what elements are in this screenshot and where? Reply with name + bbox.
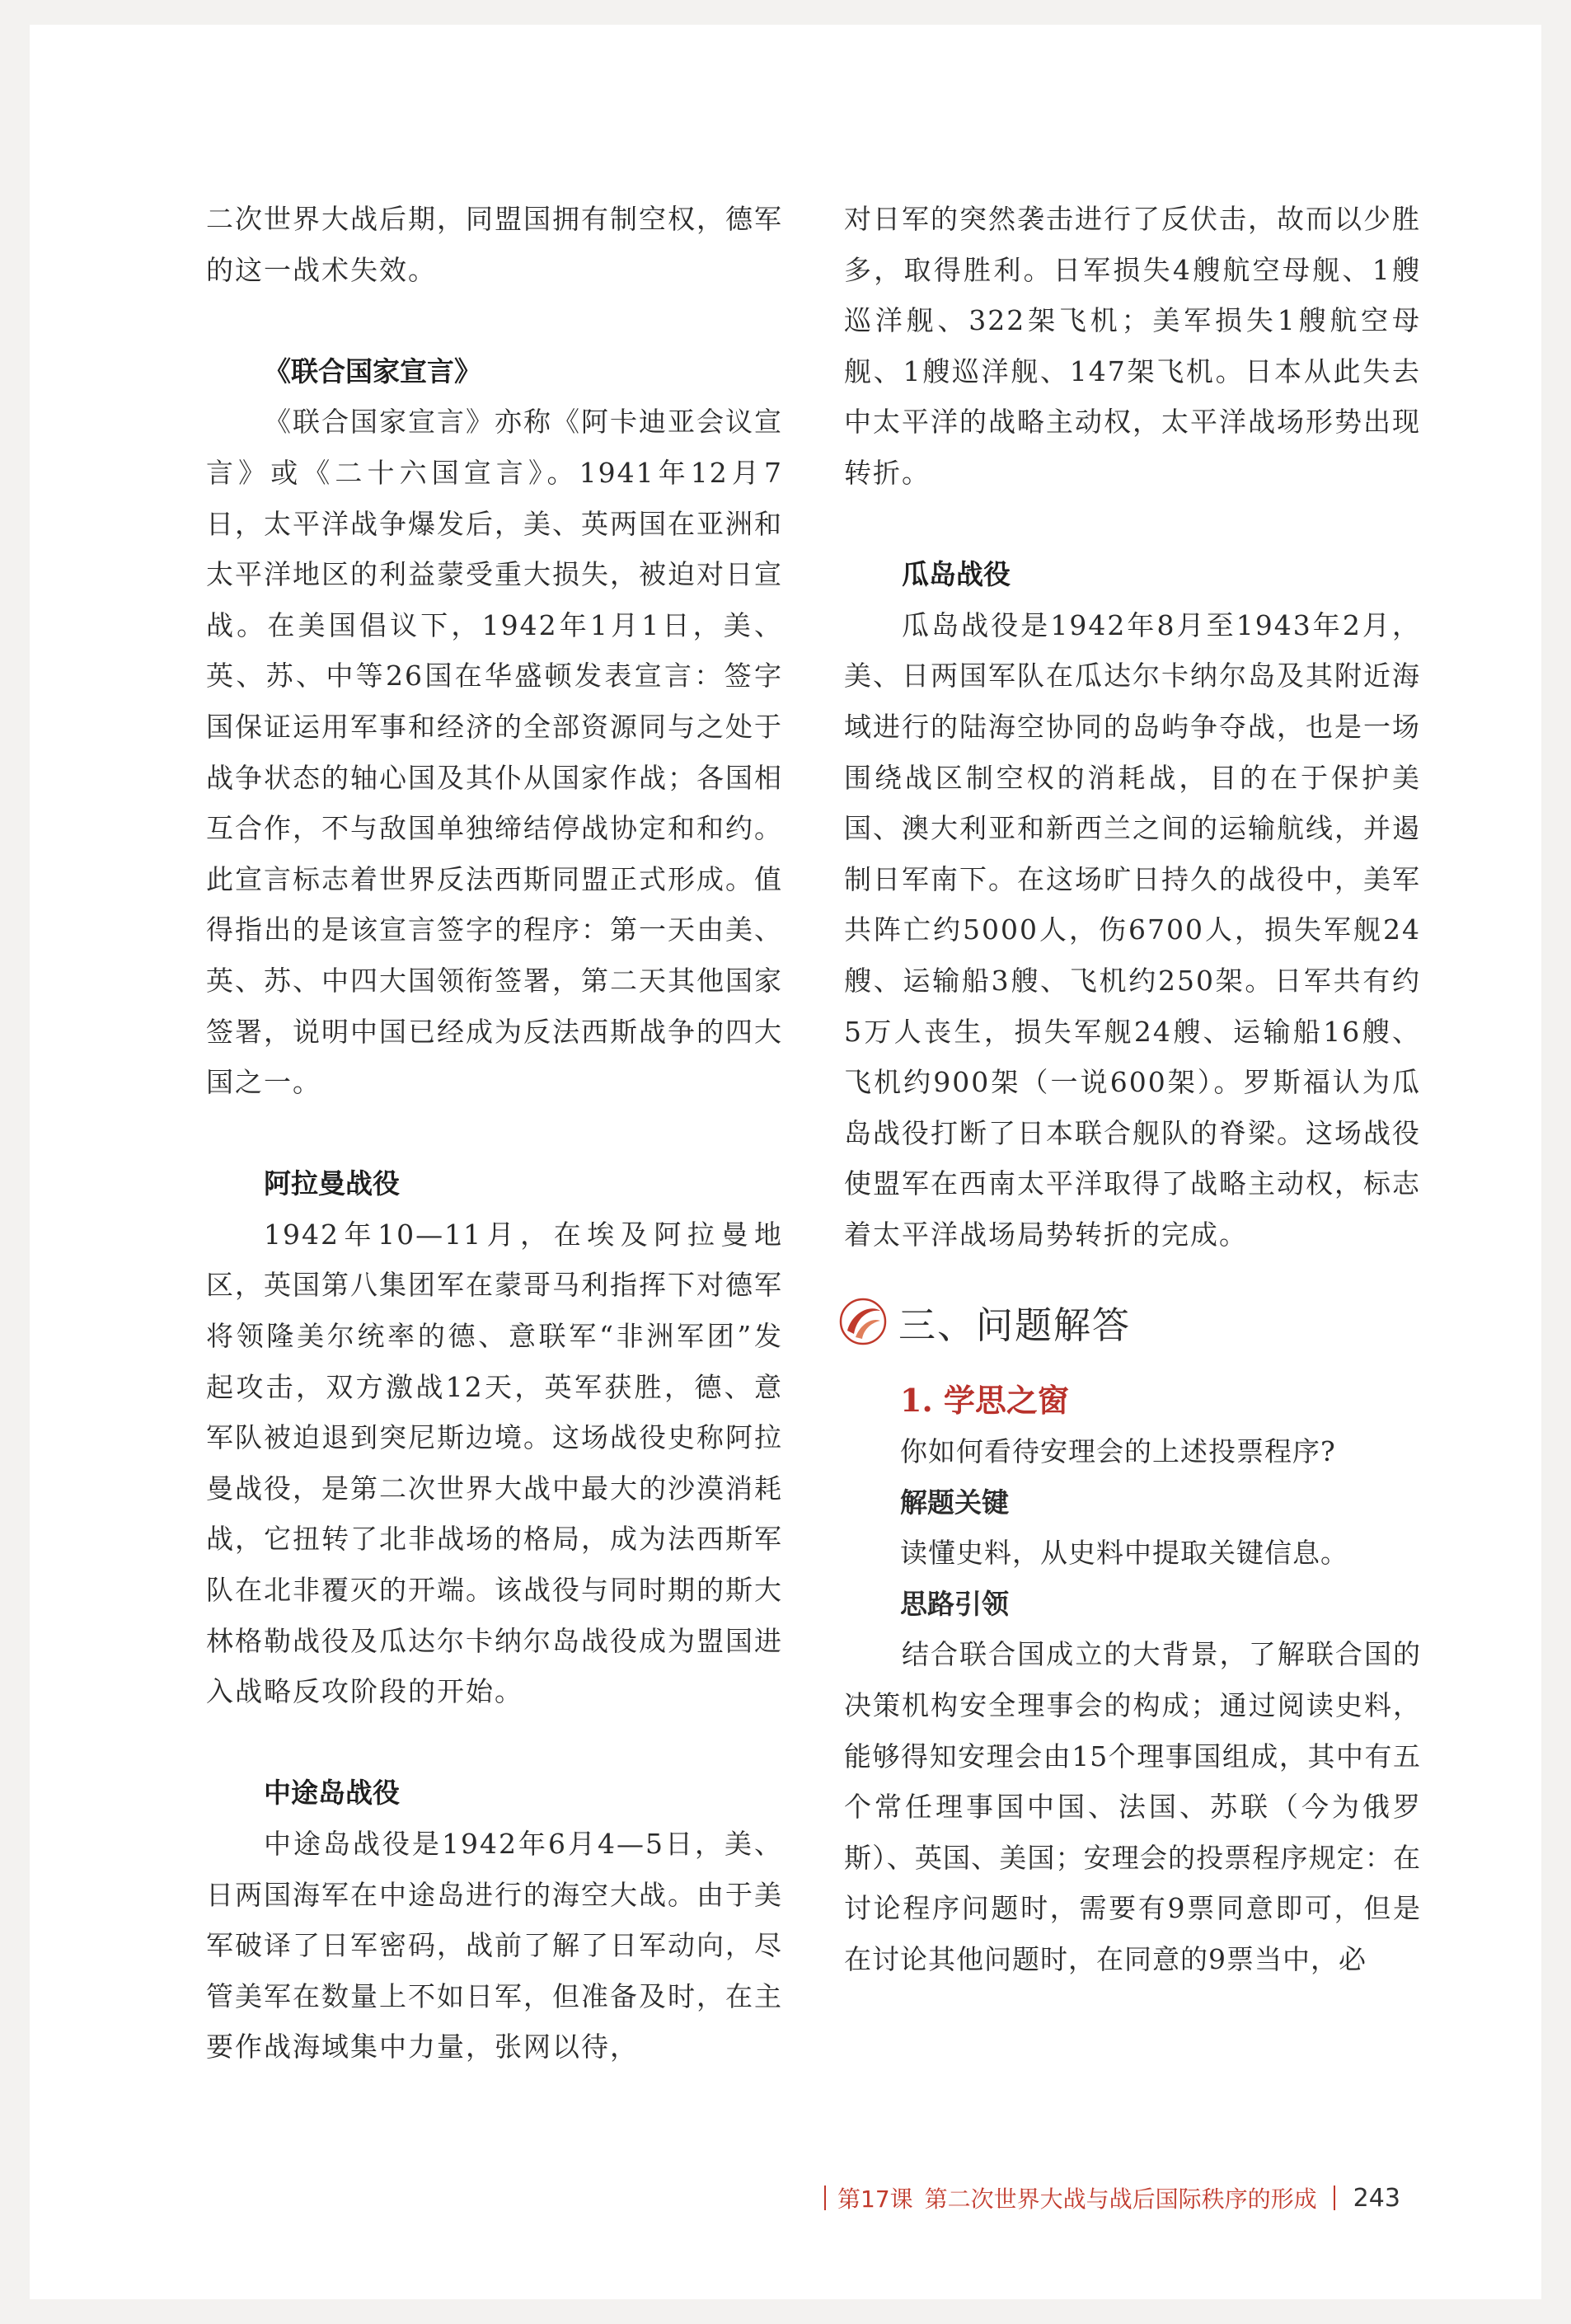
paragraph-midway: 中途岛战役是1942年6月4—5日，美、日两国海军在中途岛进行的海空大战。由于美军破译了日军密码，战前了解了日军动向，尽管美军在数量上不如日军，但准备及时，在主要作战海域集中力量，张网以待， (206, 1828, 783, 2063)
heading-alamein: 阿拉曼战役 (264, 1167, 400, 1200)
page (30, 25, 1541, 2299)
footer-chapter-title: 第二次世界大战与战后国际秩序的形成 (924, 2185, 1317, 2213)
heading-guadalcanal: 瓜岛战役 (902, 558, 1011, 591)
subsection-title: 1. 学思之窗 (900, 1382, 1069, 1420)
label-key: 解题关键 (900, 1486, 1009, 1519)
footer-divider-right (1334, 2185, 1335, 2210)
right-column (844, 194, 1421, 1985)
heading-declaration: 《联合国家宣言》 (264, 354, 481, 387)
section-heading (839, 1284, 1421, 1359)
paragraph-midway-continued: 对日军的突然袭击进行了反伏击，故而以少胜多，取得胜利。日军损失4艘航空母舰、1艘巡洋舰、322架飞机；美军损失1艘航空母舰、1艘巡洋舰、147架飞机。日本从此失去中太平洋的战略主动权，太平洋战场形势出现转折。 (844, 203, 1421, 489)
left-column (206, 194, 783, 2073)
footer-divider-left (824, 2185, 826, 2210)
guide-text: 结合联合国成立的大背景，了解联合国的决策机构安全理事会的构成；通过阅读史料，能够得知安理会由15个理事国组成，其中有五个常任理事国中国、法国、苏联（今为俄罗斯）、英国、美国；安理会的投票程序规定：在讨论程序问题时，需要有9票同意即可，但是在讨论其他问题时，在同意的9票当中，必 (844, 1638, 1421, 1975)
section-title: 三、问题解答 (898, 1303, 1132, 1347)
paragraph-declaration: 《联合国家宣言》亦称《阿卡迪亚会议宣言》或《二十六国宣言》。1941年12月7日，太平洋战争爆发后，美、英两国在亚洲和太平洋地区的利益蒙受重大损失，被迫对日宣战。在美国倡议下，1942年1月1日，美、英、苏、中等26国在华盛顿发表宣言：签字国保证运用军事和经济的全部资源同与之处于战争状态的轴心国及其仆从国家作战；各国相互合作，不与敌国单独缔结停战协定和和约。此宣言标志着世界反法西斯同盟正式形成。值得指出的是该宣言签字的程序：第一天由美、英、苏、中四大国领衔签署，第二天其他国家签署，说明中国已经成为反法西斯战争的四大国之一。 (206, 406, 783, 1099)
key-text: 读懂史料，从史料中提取关键信息。 (900, 1537, 1348, 1570)
paragraph-alamein: 1942年10—11月，在埃及阿拉曼地区，英国第八集团军在蒙哥马利指挥下对德军将领隆美尔统率的德、意联军“非洲军团”发起攻击，双方激战12天，英军获胜，德、意军队被迫退到突尼斯边境。这场战役史称阿拉曼战役，是第二次世界大战中最大的沙漠消耗战，它扭转了北非战场的格局，成为法西斯军队在北非覆灭的开端。该战役与同时期的斯大林格勒战役及瓜达尔卡纳尔岛战役成为盟国进入战略反攻阶段的开始。 (206, 1218, 783, 1708)
page-number: 243 (1353, 2183, 1400, 2213)
paragraph-intro: 二次世界大战后期，同盟国拥有制空权，德军的这一战术失效。 (206, 203, 783, 286)
page-footer (824, 2180, 1400, 2216)
section-swirl-icon (839, 1298, 887, 1345)
paragraph-guadalcanal: 瓜岛战役是1942年8月至1943年2月，美、日两国军队在瓜达尔卡纳尔岛及其附近海域进行的陆海空协同的岛屿争夺战，也是一场围绕战区制空权的消耗战，目的在于保护美国、澳大利亚和新西兰之间的运输航线，并遏制日军南下。在这场旷日持久的战役中，美军共阵亡约5000人，伤6700人，损失军舰24艘、运输船3艘、飞机约250架。日军共有约5万人丧生，损失军舰24艘、运输船16艘、飞机约900架（一说600架）。罗斯福认为瓜岛战役打断了日本联合舰队的脊梁。这场战役使盟军在西南太平洋取得了战略主动权，标志着太平洋战场局势转折的完成。 (844, 608, 1421, 1251)
heading-midway: 中途岛战役 (264, 1777, 400, 1810)
footer-lesson: 第17课 (837, 2185, 913, 2213)
question-text: 你如何看待安理会的上述投票程序? (900, 1435, 1336, 1468)
label-guide: 思路引领 (900, 1587, 1009, 1620)
